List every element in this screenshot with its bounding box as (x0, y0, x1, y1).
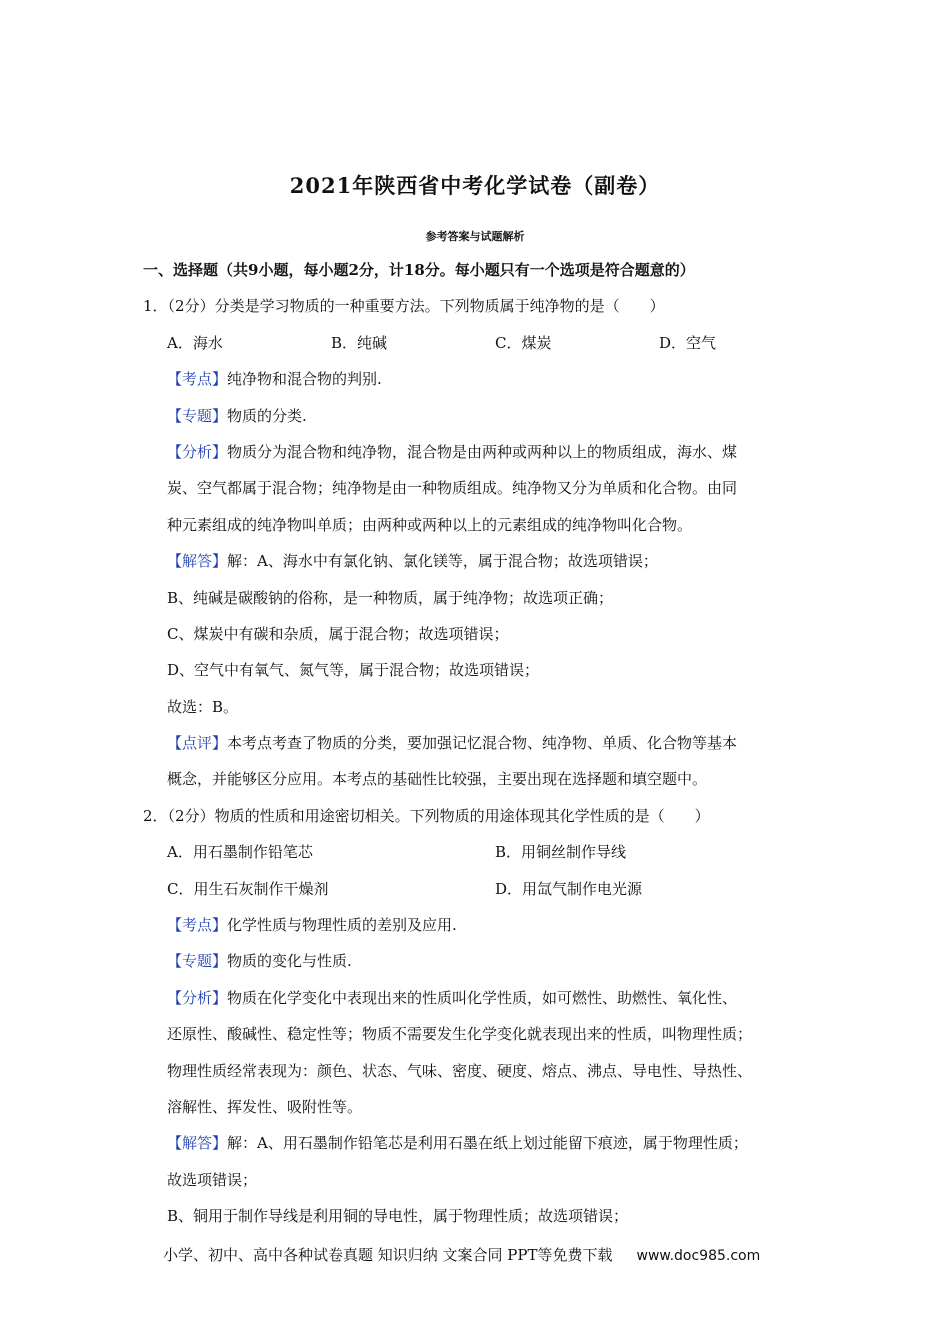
q1-kaodian-text: 纯净物和混合物的判别. (227, 370, 382, 389)
q1-stem: 1．（2分）分类是学习物质的一种重要方法。下列物质属于纯净物的是（ ） (143, 297, 665, 316)
fenxi-tag: 【分析】 (167, 442, 228, 461)
q1-fenxi-line: 物质分为混合物和纯净物，混合物是由两种或两种以上的物质组成，海水、煤 (227, 442, 738, 461)
q1-jieda (143, 543, 823, 579)
q1-option-a: A．海水 (167, 333, 223, 352)
footer-text: 小学、初中、高中各种试卷真题 知识归纳 文案合同 PPT等免费下载 (163, 1246, 613, 1264)
q1-dianping (143, 725, 823, 761)
q1-jieda-line-4: D、空气中有氧气、氮气等，属于混合物；故选项错误； (167, 661, 540, 680)
dianping-tag: 【点评】 (167, 734, 228, 753)
q1-jieda-line-3: C、煤炭中有碳和杂质，属于混合物；故选项错误； (167, 624, 509, 643)
q2-fenxi-line-3: 物理性质经常表现为：颜色、状态、气味、密度、硬度、熔点、沸点、导电性、导热性、 (167, 1061, 753, 1080)
document-body (143, 252, 823, 1235)
q2-option-d: D．用氙气制作电光源 (495, 879, 643, 898)
q1-option-b: B．纯碱 (331, 333, 388, 352)
zhuanti-tag: 【专题】 (167, 952, 228, 971)
q1-fenxi (143, 434, 823, 470)
q2-zhuanti-text: 物质的变化与性质. (227, 952, 352, 971)
q1-fenxi-line-2: 炭、空气都属于混合物；纯净物是由一种物质组成。纯净物又分为单质和化合物。由同 (167, 479, 738, 498)
q1-zhuanti (143, 398, 823, 434)
q1-jieda-line: 解：A、海水中有氯化钠、氯化镁等，属于混合物；故选项错误； (227, 552, 658, 571)
q1-option-d: D．空气 (659, 333, 717, 352)
q2-options-row-2 (143, 871, 823, 907)
q1-jieda-line-5: 故选：B。 (167, 697, 239, 716)
q2-jieda (143, 1125, 823, 1161)
q1-jieda-line-2: B、纯碱是碳酸钠的俗称，是一种物质，属于纯净物；故选项正确； (167, 588, 614, 607)
q1-zhuanti-text: 物质的分类. (227, 406, 307, 425)
kaodian-tag: 【考点】 (167, 916, 228, 935)
q2-zhuanti (143, 943, 823, 979)
q2-kaodian (143, 907, 823, 943)
q2-fenxi-line-4: 溶解性、挥发性、吸附性等。 (167, 1097, 363, 1116)
section-heading: 一、选择题（共9小题，每小题2分，计18分。每小题只有一个选项是符合题意的） (143, 261, 695, 279)
page-footer (163, 1244, 760, 1265)
q2-stem: 2．（2分）物质的性质和用途密切相关。下列物质的用途体现其化学性质的是（ ） (143, 806, 710, 825)
footer-site-link[interactable]: www.doc985.com (636, 1248, 761, 1264)
jieda-tag: 【解答】 (167, 1134, 228, 1153)
zhuanti-tag: 【专题】 (167, 406, 228, 425)
jieda-tag: 【解答】 (167, 552, 228, 571)
q2-jieda-line-3: B、铜用于制作导线是利用铜的导电性，属于物理性质；故选项错误； (167, 1207, 629, 1226)
q2-jieda-line: 解：A、用石墨制作铅笔芯是利用石墨在纸上划过能留下痕迹，属于物理性质； (227, 1134, 748, 1153)
q2-option-b: B．用铜丝制作导线 (495, 843, 627, 862)
fenxi-tag: 【分析】 (167, 988, 228, 1007)
q2-option-a: A．用石墨制作铅笔芯 (167, 843, 313, 862)
q2-jieda-line-2: 故选项错误； (167, 1170, 258, 1189)
q1-option-c: C．煤炭 (495, 333, 552, 352)
page-title: 2021年陕西省中考化学试卷（副卷） (289, 173, 661, 198)
q2-fenxi-line-2: 还原性、酸碱性、稳定性等；物质不需要发生化学变化就表现出来的性质，叫物理性质； (167, 1025, 753, 1044)
q1-fenxi-line-3: 种元素组成的纯净物叫单质；由两种或两种以上的元素组成的纯净物叫化合物。 (167, 515, 693, 534)
q1-options (143, 325, 823, 361)
q2-fenxi-line: 物质在化学变化中表现出来的性质叫化学性质，如可燃性、助燃性、氧化性、 (227, 988, 738, 1007)
q2-option-c: C．用生石灰制作干燥剂 (167, 879, 329, 898)
page-subtitle: 参考答案与试题解析 (425, 230, 525, 243)
kaodian-tag: 【考点】 (167, 370, 228, 389)
q1-dianping-line-2: 概念，并能够区分应用。本考点的基础性比较强，主要出现在选择题和填空题中。 (167, 770, 708, 789)
q2-fenxi (143, 980, 823, 1016)
q1-dianping-line: 本考点考查了物质的分类，要加强记忆混合物、纯净物、单质、化合物等基本 (227, 734, 738, 753)
q1-kaodian (143, 361, 823, 397)
q2-kaodian-text: 化学性质与物理性质的差别及应用. (227, 916, 457, 935)
q2-options-row-1 (143, 834, 823, 870)
